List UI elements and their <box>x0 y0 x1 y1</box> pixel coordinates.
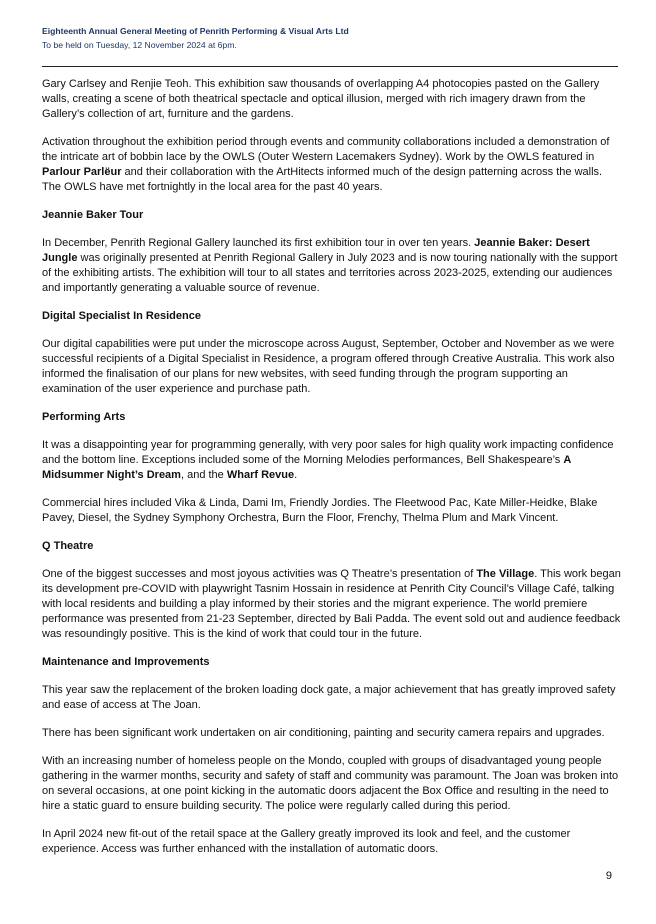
paragraph: One of the biggest successes and most joyous activities was Q Theatre’s presentation of The Village. This work began its development pre-COVID with playwright Tasnim Hossain in residence at Penrith City Council’s Village Café, talking with local residents and building a play informed by their stories and the migrant experience. The world premiere performance was presented from 21-23 September, directed by Bali Padda. The event sold out and audience feedback was resoundingly positive. This is the kind of work that could tour in the future. <box>42 568 621 640</box>
section-heading-digital-specialist: Digital Specialist In Residence <box>42 310 201 322</box>
paragraph: There has been significant work undertaken on air conditioning, painting and security camera repairs and upgrades. <box>42 727 605 739</box>
emphasis: Parlour Parlëur <box>42 166 122 178</box>
paragraph: Our digital capabilities were put under the microscope across August, September, October and November as we were successful recipients of a Digital Specialist in Residence, a program offered through Creative Australia. This work also informed the finalisation of our plans for new websites, with seed funding through the program supporting an examination of the user experience and purchase path. <box>42 338 615 395</box>
paragraph: In December, Penrith Regional Gallery launched its first exhibition tour in over ten years. Jeannie Baker: Desert Jungle was originally presented at Penrith Regional Gallery in July 2023 and is now touring nationally with the support of the exhibiting artists. The exhibition will tour to all states and territories across 2023-2025, extending our audiences and importantly generating a valuable source of revenue. <box>42 237 618 294</box>
header-divider <box>42 66 618 67</box>
paragraph: It was a disappointing year for programming generally, with very poor sales for high quality work impacting confidence and the bottom line. Exceptions included some of the Morning Melodies performances, Bell Shakespeare’s A Midsummer Night’s Dream, and the Wharf Revue. <box>42 439 614 481</box>
emphasis: Wharf Revue <box>226 469 295 481</box>
paragraph: In April 2024 new fit-out of the retail space at the Gallery greatly improved its look and feel, and the customer experience. Access was further enhanced with the installation of automatic doors. <box>42 828 571 855</box>
section-heading-performing-arts: Performing Arts <box>42 411 126 423</box>
header-subtitle: To be held on Tuesday, 12 November 2024 at 6pm. <box>42 40 237 50</box>
paragraph: Gary Carlsey and Renjie Teoh. This exhibition saw thousands of overlapping A4 photocopies pasted on the Gallery walls, creating a scene of both theatrical spectacle and optical illusion, merged with rich imagery drawn from the Gallery’s collection of art, furniture and the gardens. <box>42 78 600 120</box>
paragraph: Activation throughout the exhibition period through events and community collaborations included a demonstration of the intricate art of bobbin lace by the OWLS (Outer Western Lacemakers Sydney). Work by the OWLS featured in Parlour Parlëur and their collaboration with the ArtHitects informed much of the design patterning across the walls. The OWLS have met fortnightly in the local area for the past 40 years. <box>42 136 610 193</box>
emphasis: Jeannie Baker: Desert Jungle <box>42 237 590 264</box>
document-body <box>42 77 622 870</box>
section-heading-maintenance: Maintenance and Improvements <box>42 656 210 668</box>
paragraph: Commercial hires included Vika & Linda, Dami Im, Friendly Jordies. The Fleetwood Pac, Kate Miller-Heidke, Blake Pavey, Diesel, the Sydney Symphony Orchestra, Burn the Floor, Frenchy, Thelma Plum and Mark Vincent. <box>42 497 598 524</box>
section-heading-q-theatre: Q Theatre <box>42 540 94 552</box>
emphasis: The Village <box>476 568 535 580</box>
header-title: Eighteenth Annual General Meeting of Penrith Performing & Visual Arts Ltd <box>42 26 349 36</box>
emphasis: A Midsummer Night’s Dream <box>42 454 571 481</box>
paragraph: With an increasing number of homeless people on the Mondo, coupled with groups of disadvantaged young people gathering in the warmer months, security and safety of staff and community was paramount. The Joan was broken into on several occasions, at one point kicking in the automatic doors adjacent the Box Office and resulting in the need to hire a static guard to ensure building security. The police were regularly called during this period. <box>42 755 619 812</box>
document-header <box>42 26 622 51</box>
page-number: 9 <box>605 870 612 882</box>
section-heading-jeannie-baker: Jeannie Baker Tour <box>42 209 144 221</box>
paragraph: This year saw the replacement of the broken loading dock gate, a major achievement that has greatly improved safety and ease of access at The Joan. <box>42 684 616 711</box>
